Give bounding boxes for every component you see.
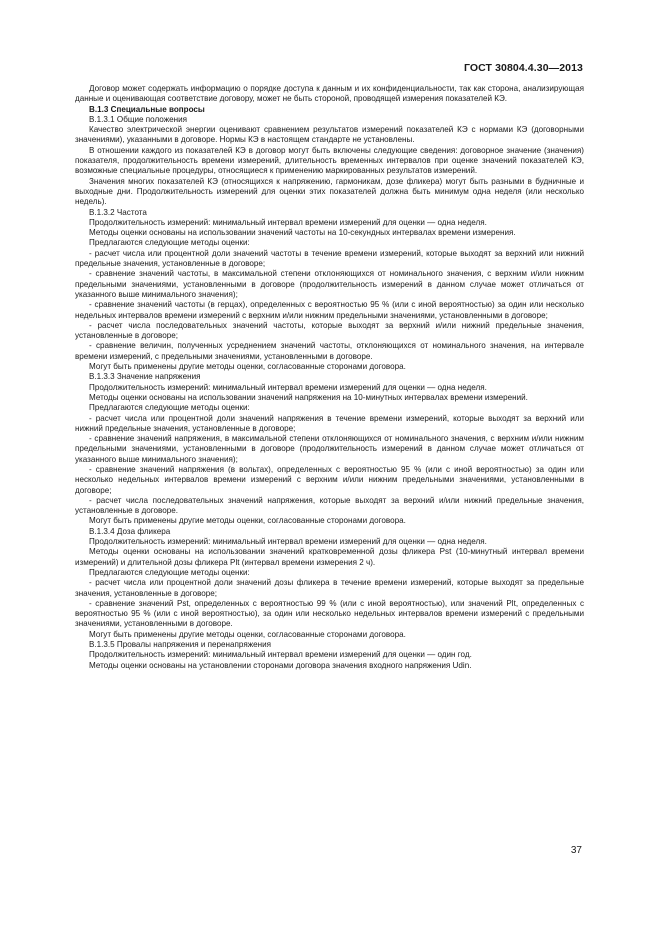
paragraph: - сравнение значений частоты (в герцах), определенных с вероятностью 95 % (или с иной вероятностью) за один или несколько недельных интервалов времени измерений с верхним и/или нижним предельными значениями, установленными в договоре;: [75, 300, 584, 320]
paragraph: - расчет числа последовательных значений напряжения, которые выходят за верхний и/или нижний предельные значения, установленные в договоре.: [75, 495, 584, 516]
paragraph: Могут быть применены другие методы оценки, согласованные сторонами договора.: [89, 516, 406, 526]
paragraph: - расчет числа или процентной доли значений дозы фликера в течение времени измерений, которые выходят за предельные значения, установленные в договоре;: [75, 578, 584, 598]
paragraph: В.1.3.5 Провалы напряжения и перенапряжения: [89, 640, 271, 650]
paragraph: В.1.3.2 Частота: [89, 207, 147, 217]
paragraph: Значения многих показателей КЭ (относящихся к напряжению, гармоникам, дозе фликера) могут быть разными в будничные и выходные дни. Продолжительность измерений для оценки этих показателей должна быть минимум одна неделя (или несколько недель).: [75, 176, 584, 207]
paragraph: В.1.3.1 Общие положения: [89, 114, 187, 124]
paragraph: Предлагаются следующие методы оценки:: [89, 238, 250, 248]
paragraph: Качество электрической энергии оценивают сравнением результатов измерений показателей КЭ с нормами КЭ (договорными значениями), указанными в договоре. Нормы КЭ в настоящем стандарте не установлены.: [75, 125, 584, 145]
paragraph: Методы оценки основаны на использовании значений кратковременной дозы фликера Pst (10-минутный интервал времени измерений) и длительной дозы фликера Plt (интервал времени измерения 2 ч).: [75, 547, 584, 567]
paragraph: - сравнение значений частоты, в максимальной степени отклоняющихся от номинального значения, с верхним и/или нижним предельными значениями, установленными в договоре (продолжительность измерений в данном случае может отличаться от указанного выше минимального значения);: [75, 269, 584, 299]
paragraph: В отношении каждого из показателей КЭ в договор могут быть включены следующие сведения: договорное значение (значения) показателя, продолжительность времени измерений, длительность временных интервалов при оценке значений показателей КЭ, возможные специальные процедуры, относящиеся к применению маркированных результатов измерений.: [75, 145, 584, 176]
paragraph: Продолжительность измерений: минимальный интервал времени измерений для оценки — одна неделя.: [89, 537, 487, 547]
document-body: [75, 84, 584, 671]
paragraph: - сравнение значений напряжения (в вольтах), определенных с вероятностью 95 % (или с иной вероятностью) за один или несколько недельных интервалов времени измерений с верхним и/или нижним предельными значениями, установленными в договоре;: [75, 464, 584, 495]
paragraph: Договор может содержать информацию о порядке доступа к данным и их конфиденциальности, так как сторона, анализирующая данные и оценивающая соответствие договору, может не быть стороной, проводящей измерения показателей КЭ.: [75, 84, 584, 104]
paragraph: В.1.3.3 Значение напряжения: [89, 372, 201, 382]
paragraph: - расчет числа или процентной доли значений частоты в течение времени измерений, которые выходят за верхний или нижний предельные значения, установленные в договоре;: [75, 248, 584, 269]
paragraph: - сравнение значений напряжения, в максимальной степени отклоняющихся от номинального значения, с верхним и/или нижним предельными значениями, установленными в договоре (продолжительность измерений в данном случае может отличаться от указанного выше минимального значения);: [75, 434, 584, 464]
paragraph: Методы оценки основаны на использовании значений напряжения на 10-минутных интервалах времени измерений.: [89, 392, 528, 402]
paragraph: Методы оценки основаны на использовании значений частоты на 10-секундных интервалах времени измерения.: [89, 228, 516, 238]
page-number: 37: [570, 845, 582, 856]
paragraph: Могут быть применены другие методы оценки, согласованные сторонами договора.: [89, 362, 406, 372]
paragraph: Предлагаются следующие методы оценки:: [89, 567, 250, 577]
paragraph: Методы оценки основаны на установлении сторонами договора значения входного напряжения Udin.: [89, 660, 472, 670]
paragraph: Продолжительность измерений: минимальный интервал времени измерений для оценки — одна неделя.: [89, 382, 487, 392]
paragraph: В.1.3.4 Доза фликера: [89, 526, 171, 536]
paragraph: Предлагаются следующие методы оценки:: [89, 403, 250, 413]
paragraph: Продолжительность измерений: минимальный интервал времени измерений для оценки — одна неделя.: [89, 217, 487, 227]
paragraph: - расчет числа или процентной доли значений напряжения в течение времени измерений, которые выходят за верхний или нижний предельные значения, установленные в договоре;: [75, 413, 584, 433]
document-header: ГОСТ 30804.4.30—2013: [463, 62, 583, 74]
paragraph: В.1.3 Специальные вопросы: [89, 104, 205, 114]
paragraph: Продолжительность измерений: минимальный интервал времени измерений для оценки — один год.: [89, 650, 472, 660]
paragraph: - сравнение значений Pst, определенных с вероятностью 99 % (или с иной вероятностью), или значений Plt, определенных с вероятностью 95 % (или с иной вероятностью), за один или несколько недельных интервалов времени измерений с предельными значениями, установленными в договоре.: [75, 598, 584, 629]
paragraph: - сравнение величин, полученных усреднением значений частоты, отклоняющихся от номинального значения, на интервале времени измерений, с предельными значениями, установленными в договоре.: [75, 341, 584, 361]
paragraph: - расчет числа последовательных значений частоты, которые выходят за верхний и/или нижний предельные значения, установленные в договоре;: [75, 320, 584, 341]
paragraph: Могут быть применены другие методы оценки, согласованные сторонами договора.: [89, 629, 406, 639]
